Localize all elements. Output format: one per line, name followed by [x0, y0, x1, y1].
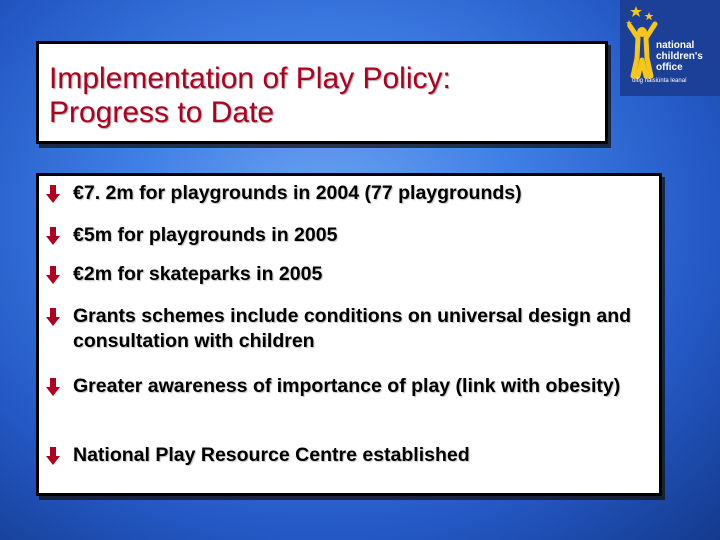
down-arrow-icon — [45, 374, 73, 399]
slide-title — [49, 62, 599, 130]
bullet-item — [45, 443, 651, 468]
bullet-text: €7. 2m for playgrounds in 2004 (77 playgrounds) — [73, 182, 522, 204]
slide-title-line-1: Implementation of Play Policy: — [49, 62, 451, 95]
logo-line-1: national — [656, 40, 695, 51]
bullet-text: €2m for skateparks in 2005 — [73, 263, 323, 285]
down-arrow-icon — [45, 262, 73, 287]
bullet-text: National Play Resource Centre established — [73, 444, 470, 466]
down-arrow-icon — [45, 181, 73, 206]
bullet-item — [45, 223, 651, 248]
down-arrow-icon — [45, 223, 73, 248]
bullet-item — [45, 262, 651, 287]
bullet-item — [45, 304, 651, 354]
logo-subtitle: oifig náisiúnta leanaí — [632, 78, 687, 84]
bullet-text: Grants schemes include conditions on universal design and consultation with children — [73, 305, 632, 352]
slide-title-line-2: Progress to Date — [49, 96, 275, 129]
bullet-text: Greater awareness of importance of play (link with obesity) — [73, 375, 621, 397]
logo-text — [656, 40, 718, 73]
bullet-item — [45, 374, 651, 399]
national-childrens-office-logo — [620, 0, 720, 96]
down-arrow-icon — [45, 304, 73, 329]
bullet-item — [45, 181, 651, 206]
content-box — [36, 173, 662, 496]
bullet-text: €5m for playgrounds in 2005 — [73, 224, 338, 246]
down-arrow-icon — [45, 443, 73, 468]
title-box — [36, 41, 608, 144]
logo-line-3: office — [656, 62, 683, 73]
logo-line-2: children's — [656, 51, 703, 62]
